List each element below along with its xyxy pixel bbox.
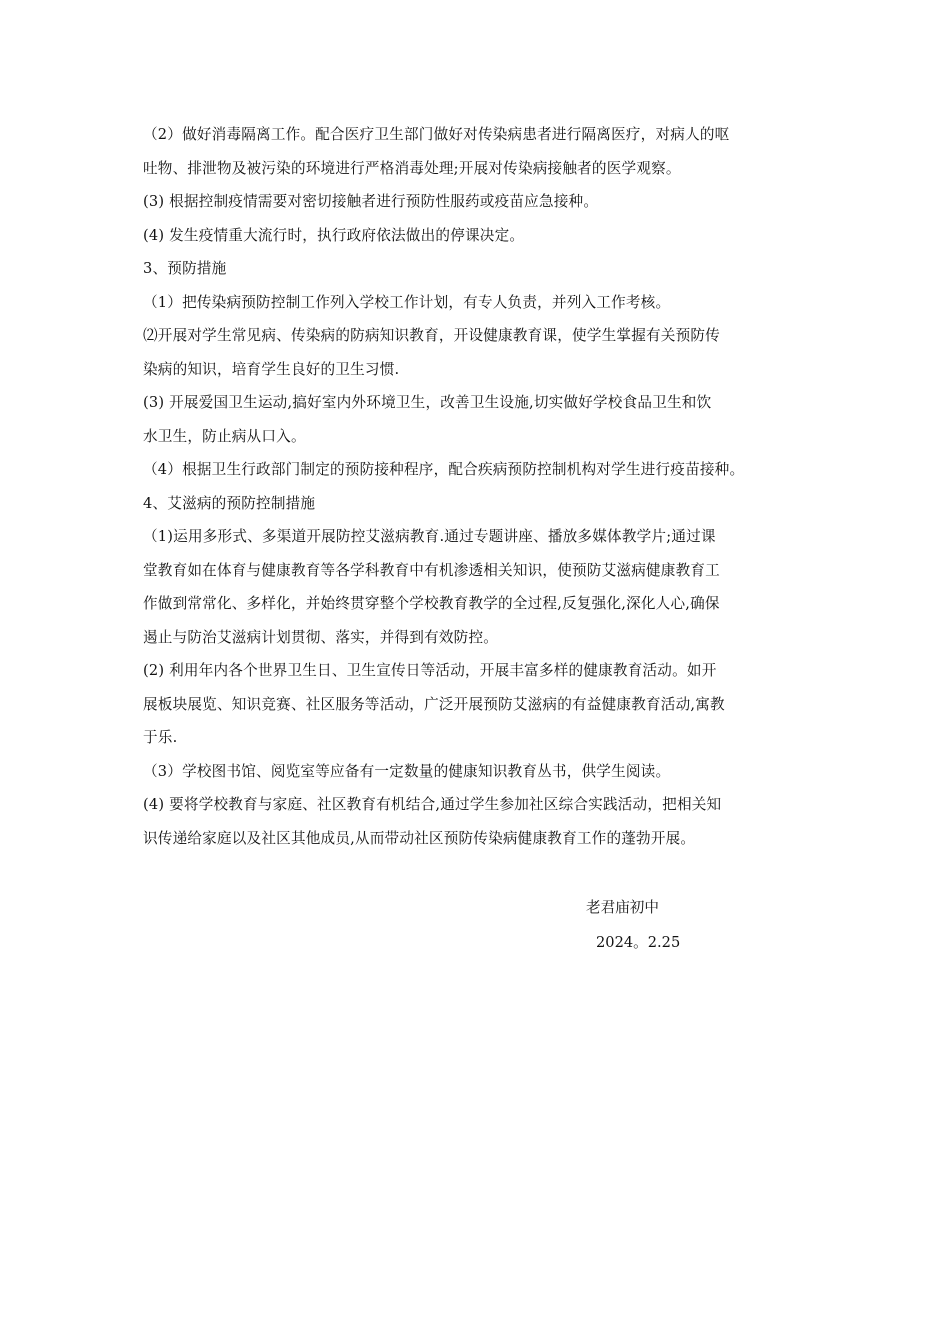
text-line: 遏止与防治艾滋病计划贯彻、落实，并得到有效防控。 (143, 628, 499, 646)
text-line: （4）根据卫生行政部门制定的预防接种程序，配合疾病预防控制机构对学生进行疫苗接种。 (143, 461, 745, 478)
text-line: 水卫生，防止病从口入。 (143, 427, 306, 445)
text-line: （3）学校图书馆、阅览室等应备有一定数量的健康知识教育丛书，供学生阅读。 (143, 762, 671, 780)
text-line: (2) 利用年内各个世界卫生日、卫生宣传日等活动，开展丰富多样的健康教育活动。如开 (143, 662, 717, 679)
text-line: 识传递给家庭以及社区其他成员,从而带动社区预防传染病健康教育工作的蓬勃开展。 (143, 829, 696, 847)
text-line: 展板块展览、知识竞赛、社区服务等活动，广泛开展预防艾滋病的有益健康教育活动,寓教 (143, 695, 725, 713)
signature-organization: 老君庙初中 (586, 899, 659, 916)
text-line: (4) 要将学校教育与家庭、社区教育有机结合,通过学生参加社区综合实践活动，把相关知 (143, 796, 722, 813)
text-line: （1）把传染病预防控制工作列入学校工作计划，有专人负责，并列入工作考核。 (143, 293, 671, 311)
text-line: 染病的知识，培育学生良好的卫生习惯. (143, 360, 400, 378)
signature-date: 2024。2.25 (596, 934, 681, 951)
text-line: ⑵开展对学生常见病、传染病的防病知识教育，开设健康教育课，使学生掌握有关预防传 (143, 327, 720, 344)
text-line: （2）做好消毒隔离工作。配合医疗卫生部门做好对传染病患者进行隔离医疗，对病人的呕 (143, 126, 730, 143)
text-line: 作做到常常化、多样化，并始终贯穿整个学校教育教学的全过程,反复强化,深化人心,确保 (143, 595, 720, 612)
text-line: 堂教育如在体育与健康教育等各学科教育中有机渗透相关知识，使预防艾滋病健康教育工 (143, 561, 720, 579)
text-line: （1)运用多形式、多渠道开展防控艾滋病教育.通过专题讲座、播放多媒体教学片;通过课 (143, 528, 716, 545)
text-line: (3) 根据控制疫情需要对密切接触者进行预防性服药或疫苗应急接种。 (143, 193, 599, 210)
text-line: (4) 发生疫情重大流行时，执行政府依法做出的停课决定。 (143, 226, 525, 244)
section-heading: 3、预防措施 (143, 260, 227, 277)
text-line: 吐物、排泄物及被污染的环境进行严格消毒处理;开展对传染病接触者的医学观察。 (143, 159, 681, 177)
text-line: (3) 开展爱国卫生运动,搞好室内外环境卫生，改善卫生设施,切实做好学校食品卫生和饮 (143, 394, 712, 411)
document-body (143, 118, 823, 855)
text-line: 于乐. (143, 729, 178, 746)
section-heading: 4、艾滋病的预防控制措施 (143, 494, 316, 512)
